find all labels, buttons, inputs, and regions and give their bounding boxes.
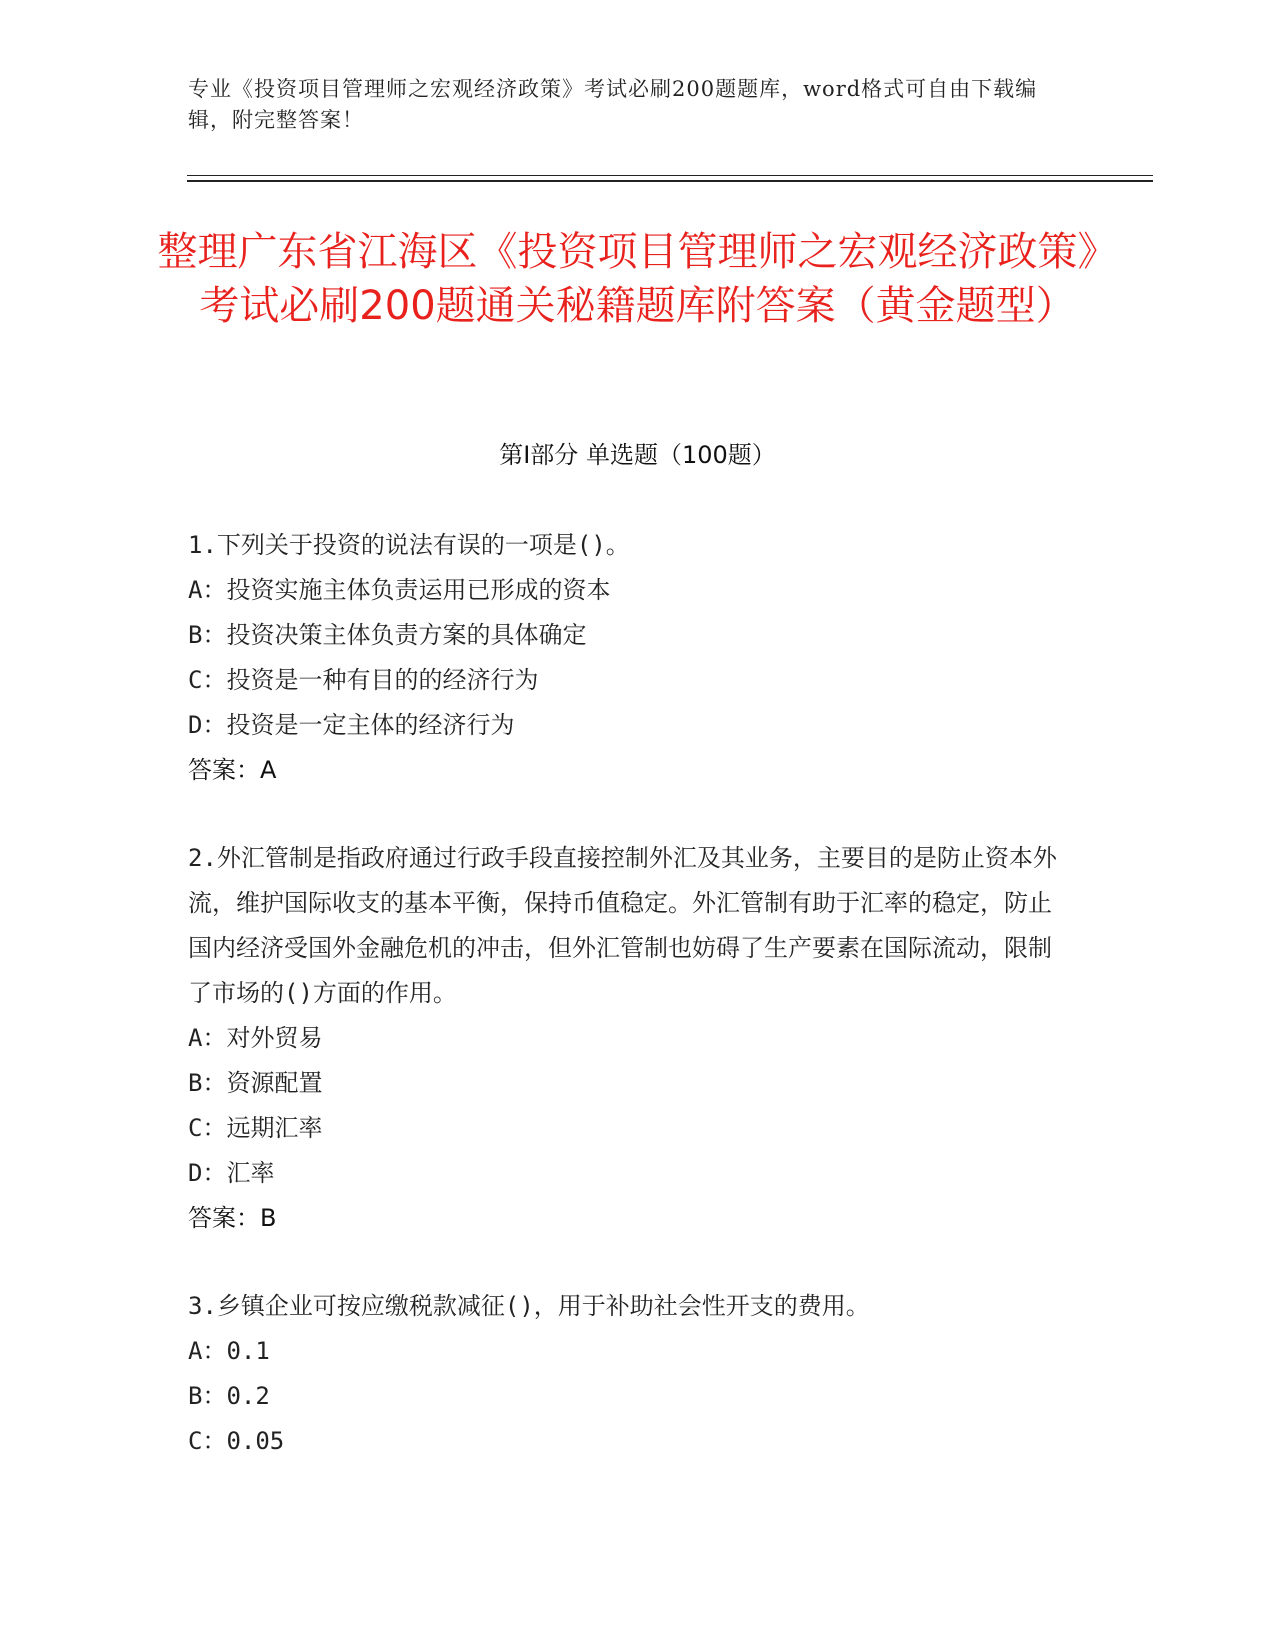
question-option: A：投资实施主体负责运用已形成的资本 [188, 576, 611, 604]
question-item [188, 1284, 1068, 1464]
document-title: 整理广东省江海区《投资项目管理师之宏观经济政策》考试必刷200题通关秘籍题库附答案（黄金题型） [157, 229, 1118, 329]
question-option: C：投资是一种有目的的经济行为 [188, 666, 539, 694]
section-title: 第Ⅰ部分 单选题（100题） [499, 441, 776, 469]
question-item [188, 836, 1068, 1241]
header-divider-thin [187, 175, 1153, 176]
question-option: A：0.1 [188, 1337, 270, 1365]
question-option: D：投资是一定主体的经济行为 [188, 711, 515, 739]
header-divider-thick [187, 180, 1153, 182]
question-option: C：远期汇率 [188, 1114, 323, 1142]
question-spacer [188, 1241, 1068, 1284]
question-option: B：投资决策主体负责方案的具体确定 [188, 621, 587, 649]
question-option: B：0.2 [188, 1382, 270, 1410]
question-option: D：汇率 [188, 1159, 275, 1187]
question-spacer [188, 793, 1068, 836]
header-note: 专业《投资项目管理师之宏观经济政策》考试必刷200题题库，word格式可自由下载编辑，附完整答案！ [188, 77, 1038, 132]
question-option: B：资源配置 [188, 1069, 323, 1097]
question-answer: 答案：A [188, 756, 277, 784]
question-option: C：0.05 [188, 1427, 285, 1455]
question-item [188, 523, 1068, 793]
question-answer: 答案：B [188, 1204, 277, 1232]
question-list [188, 523, 1068, 1464]
question-stem: 2.外汇管制是指政府通过行政手段直接控制外汇及其业务，主要目的是防止资本外流，维护国际收支的基本平衡，保持币值稳定。外汇管制有助于汇率的稳定，防止国内经济受国外金融危机的冲击，但外汇管制也妨碍了生产要素在国际流动，限制了市场的()方面的作用。 [188, 844, 1057, 1007]
question-stem: 1.下列关于投资的说法有误的一项是()。 [188, 531, 630, 559]
question-stem: 3.乡镇企业可按应缴税款减征()，用于补助社会性开支的费用。 [188, 1292, 870, 1320]
question-option: A：对外贸易 [188, 1024, 323, 1052]
